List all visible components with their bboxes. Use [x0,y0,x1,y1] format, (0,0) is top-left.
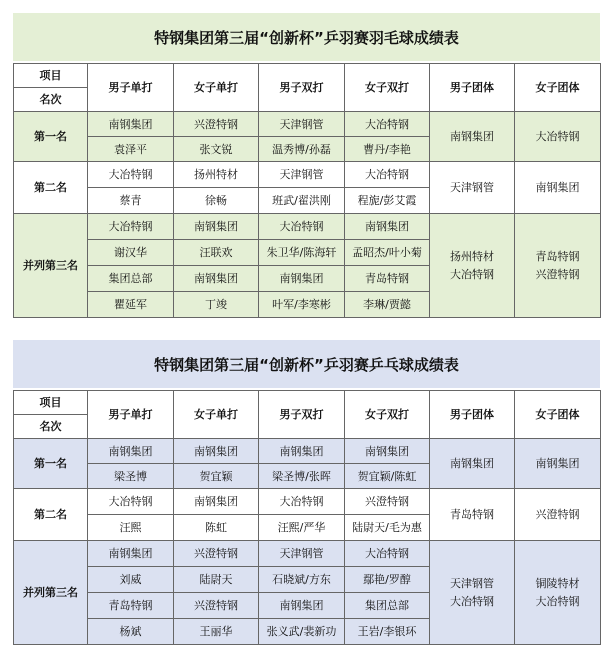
header-col: 男子单打 [88,391,174,439]
cell: 南钢集团 [174,266,259,292]
header-col: 女子双打 [345,391,430,439]
badminton-results-table [13,63,601,318]
cell: 丁竣 [174,292,259,318]
cell: 大冶特钢 [345,541,430,567]
header-row [14,64,601,88]
team-cell [515,214,601,318]
team-cell [430,541,515,645]
cell: 贺宜颖/陈虹 [345,464,430,489]
team-cell: 大冶特钢 [515,112,601,162]
cell: 张文锐 [174,137,259,162]
table-row [14,489,601,515]
table-row [14,439,601,464]
cell: 扬州特材 [174,162,259,188]
cell: 梁圣博 [88,464,174,489]
team-cell-text: 青岛特钢 兴澄特钢 [535,249,580,281]
cell: 鄢艳/罗醇 [345,567,430,593]
cell: 大冶特钢 [88,214,174,240]
cell: 南钢集团 [345,214,430,240]
cell: 天津钢管 [259,162,345,188]
table-row [14,112,601,137]
cell: 南钢集团 [88,112,174,137]
team-cell [430,214,515,318]
cell: 张义武/裴新功 [259,619,345,645]
cell: 刘威 [88,567,174,593]
header-item: 项目 [14,64,88,88]
cell: 大冶特钢 [88,489,174,515]
table-row [14,541,601,567]
badminton-section [13,13,600,318]
cell: 李琳/贾懿 [345,292,430,318]
cell: 大冶特钢 [345,162,430,188]
rank-label: 第二名 [14,489,88,541]
team-cell: 兴澄特钢 [515,489,601,541]
cell: 陆尉天/毛为惠 [345,515,430,541]
rank-label: 并列第三名 [14,214,88,318]
cell: 南钢集团 [174,439,259,464]
cell: 集团总部 [88,266,174,292]
cell: 班武/翟洪刚 [259,188,345,214]
cell: 南钢集团 [174,489,259,515]
header-col: 男子团体 [430,64,515,112]
header-row [14,391,601,415]
cell: 南钢集团 [88,439,174,464]
header-col: 女子单打 [174,391,259,439]
cell: 陈虹 [174,515,259,541]
cell: 兴澄特钢 [174,112,259,137]
cell: 梁圣博/张晖 [259,464,345,489]
cell: 程旎/彭艾霞 [345,188,430,214]
team-cell-text: 铜陵特材 大冶特钢 [535,576,580,608]
cell: 汪联欢 [174,240,259,266]
cell: 叶军/李寒彬 [259,292,345,318]
cell: 南钢集团 [88,541,174,567]
rank-label: 并列第三名 [14,541,88,645]
team-cell [515,541,601,645]
cell: 孟昭杰/叶小菊 [345,240,430,266]
header-col: 男子单打 [88,64,174,112]
cell: 南钢集团 [259,439,345,464]
header-col: 女子团体 [515,391,601,439]
cell: 朱卫华/陈海轩 [259,240,345,266]
team-cell: 南钢集团 [430,439,515,489]
tabletennis-title: 特钢集团第三届“创新杯”乒羽赛乒乓球成绩表 [13,340,600,388]
badminton-title: 特钢集团第三届“创新杯”乒羽赛羽毛球成绩表 [13,13,600,61]
cell: 石晓斌/方东 [259,567,345,593]
cell: 大冶特钢 [259,214,345,240]
team-cell: 南钢集团 [430,112,515,162]
header-col: 男子双打 [259,64,345,112]
cell: 贺宜颖 [174,464,259,489]
cell: 陆尉天 [174,567,259,593]
cell: 天津钢管 [259,541,345,567]
header-col: 女子双打 [345,64,430,112]
table-row [14,214,601,240]
team-cell: 青岛特钢 [430,489,515,541]
cell: 瞿延军 [88,292,174,318]
header-col: 男子双打 [259,391,345,439]
team-cell: 南钢集团 [515,439,601,489]
cell: 南钢集团 [174,214,259,240]
cell: 大冶特钢 [259,489,345,515]
cell: 大冶特钢 [88,162,174,188]
header-rank: 名次 [14,415,88,439]
header-col: 男子团体 [430,391,515,439]
cell: 曹丹/李艳 [345,137,430,162]
cell: 袁泽平 [88,137,174,162]
rank-label: 第一名 [14,112,88,162]
cell: 温秀博/孙磊 [259,137,345,162]
cell: 兴澄特钢 [345,489,430,515]
cell: 王丽华 [174,619,259,645]
cell: 青岛特钢 [345,266,430,292]
team-cell: 南钢集团 [515,162,601,214]
cell: 汪熙/严华 [259,515,345,541]
cell: 王岩/李银环 [345,619,430,645]
cell: 兴澄特钢 [174,541,259,567]
cell: 南钢集团 [345,439,430,464]
header-col: 女子单打 [174,64,259,112]
cell: 兴澄特钢 [174,593,259,619]
tabletennis-section [13,340,600,645]
team-cell-text: 天津钢管 大冶特钢 [450,576,494,608]
header-item: 项目 [14,391,88,415]
rank-label: 第一名 [14,439,88,489]
cell: 天津钢管 [259,112,345,137]
header-col: 女子团体 [515,64,601,112]
table-row [14,162,601,188]
cell: 南钢集团 [259,593,345,619]
cell: 大冶特钢 [345,112,430,137]
cell: 青岛特钢 [88,593,174,619]
cell: 杨斌 [88,619,174,645]
cell: 南钢集团 [259,266,345,292]
cell: 蔡青 [88,188,174,214]
rank-label: 第二名 [14,162,88,214]
cell: 汪熙 [88,515,174,541]
tabletennis-results-table [13,390,601,645]
team-cell-text: 扬州特材 大冶特钢 [450,249,494,281]
team-cell: 天津钢管 [430,162,515,214]
header-rank: 名次 [14,88,88,112]
cell: 谢汉华 [88,240,174,266]
cell: 徐畅 [174,188,259,214]
cell: 集团总部 [345,593,430,619]
